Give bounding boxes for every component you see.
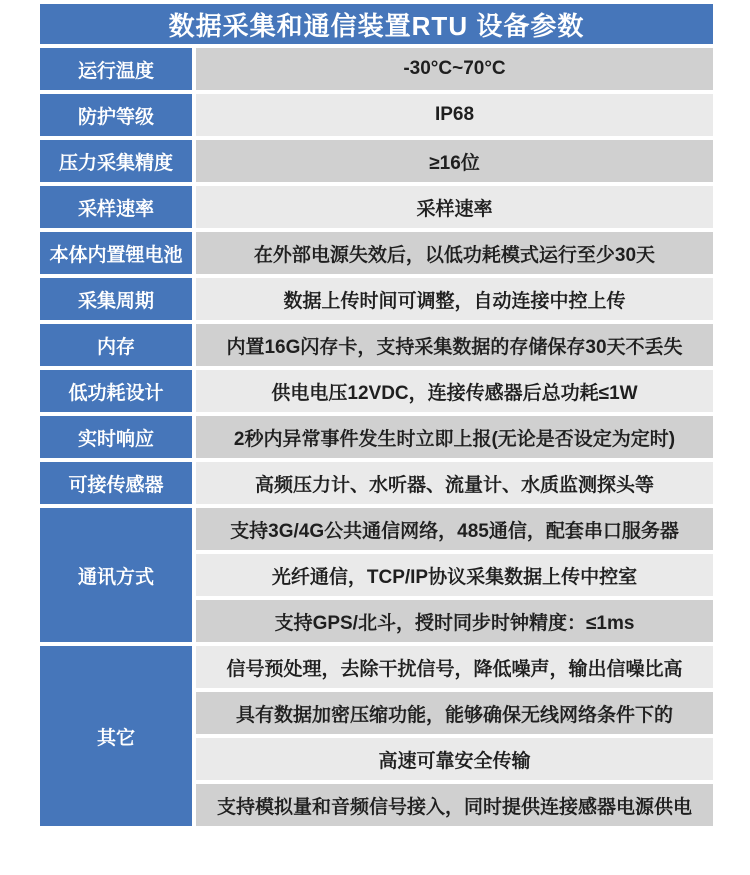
row-label-0: 运行温度 bbox=[40, 48, 192, 90]
row-value-9-0: 高频压力计、水听器、流量计、水质监测探头等 bbox=[196, 462, 713, 504]
row-label-11: 其它 bbox=[40, 646, 192, 826]
row-value-4-0: 在外部电源失效后，以低功耗模式运行至少30天 bbox=[196, 232, 713, 274]
row-value-7-0: 供电电压12VDC，连接传感器后总功耗≤1W bbox=[196, 370, 713, 412]
row-label-3: 采样速率 bbox=[40, 186, 192, 228]
row-value-8-0: 2秒内异常事件发生时立即上报(无论是否设定为定时) bbox=[196, 416, 713, 458]
rtu-spec-table bbox=[40, 4, 713, 826]
row-label-7: 低功耗设计 bbox=[40, 370, 192, 412]
row-value-11-2: 高速可靠安全传输 bbox=[196, 738, 713, 780]
row-value-10-0: 支持3G/4G公共通信网络，485通信，配套串口服务器 bbox=[196, 508, 713, 550]
row-label-4: 本体内置锂电池 bbox=[40, 232, 192, 274]
table-title: 数据采集和通信装置RTU 设备参数 bbox=[40, 4, 713, 44]
row-label-6: 内存 bbox=[40, 324, 192, 366]
row-value-11-3: 支持模拟量和音频信号接入，同时提供连接感器电源供电 bbox=[196, 784, 713, 826]
row-label-10: 通讯方式 bbox=[40, 508, 192, 642]
row-label-8: 实时响应 bbox=[40, 416, 192, 458]
row-value-11-0: 信号预处理，去除干扰信号，降低噪声，输出信噪比高 bbox=[196, 646, 713, 688]
row-value-0-0: -30°C~70°C bbox=[196, 48, 713, 90]
row-value-6-0: 内置16G闪存卡，支持采集数据的存储保存30天不丢失 bbox=[196, 324, 713, 366]
row-value-5-0: 数据上传时间可调整，自动连接中控上传 bbox=[196, 278, 713, 320]
row-value-10-1: 光纤通信，TCP/IP协议采集数据上传中控室 bbox=[196, 554, 713, 596]
row-label-2: 压力采集精度 bbox=[40, 140, 192, 182]
row-value-10-2: 支持GPS/北斗，授时同步时钟精度：≤1ms bbox=[196, 600, 713, 642]
row-value-3-0: 采样速率 bbox=[196, 186, 713, 228]
row-value-11-1: 具有数据加密压缩功能，能够确保无线网络条件下的 bbox=[196, 692, 713, 734]
row-value-2-0: ≥16位 bbox=[196, 140, 713, 182]
row-value-1-0: IP68 bbox=[196, 94, 713, 136]
row-label-1: 防护等级 bbox=[40, 94, 192, 136]
row-label-9: 可接传感器 bbox=[40, 462, 192, 504]
row-label-5: 采集周期 bbox=[40, 278, 192, 320]
